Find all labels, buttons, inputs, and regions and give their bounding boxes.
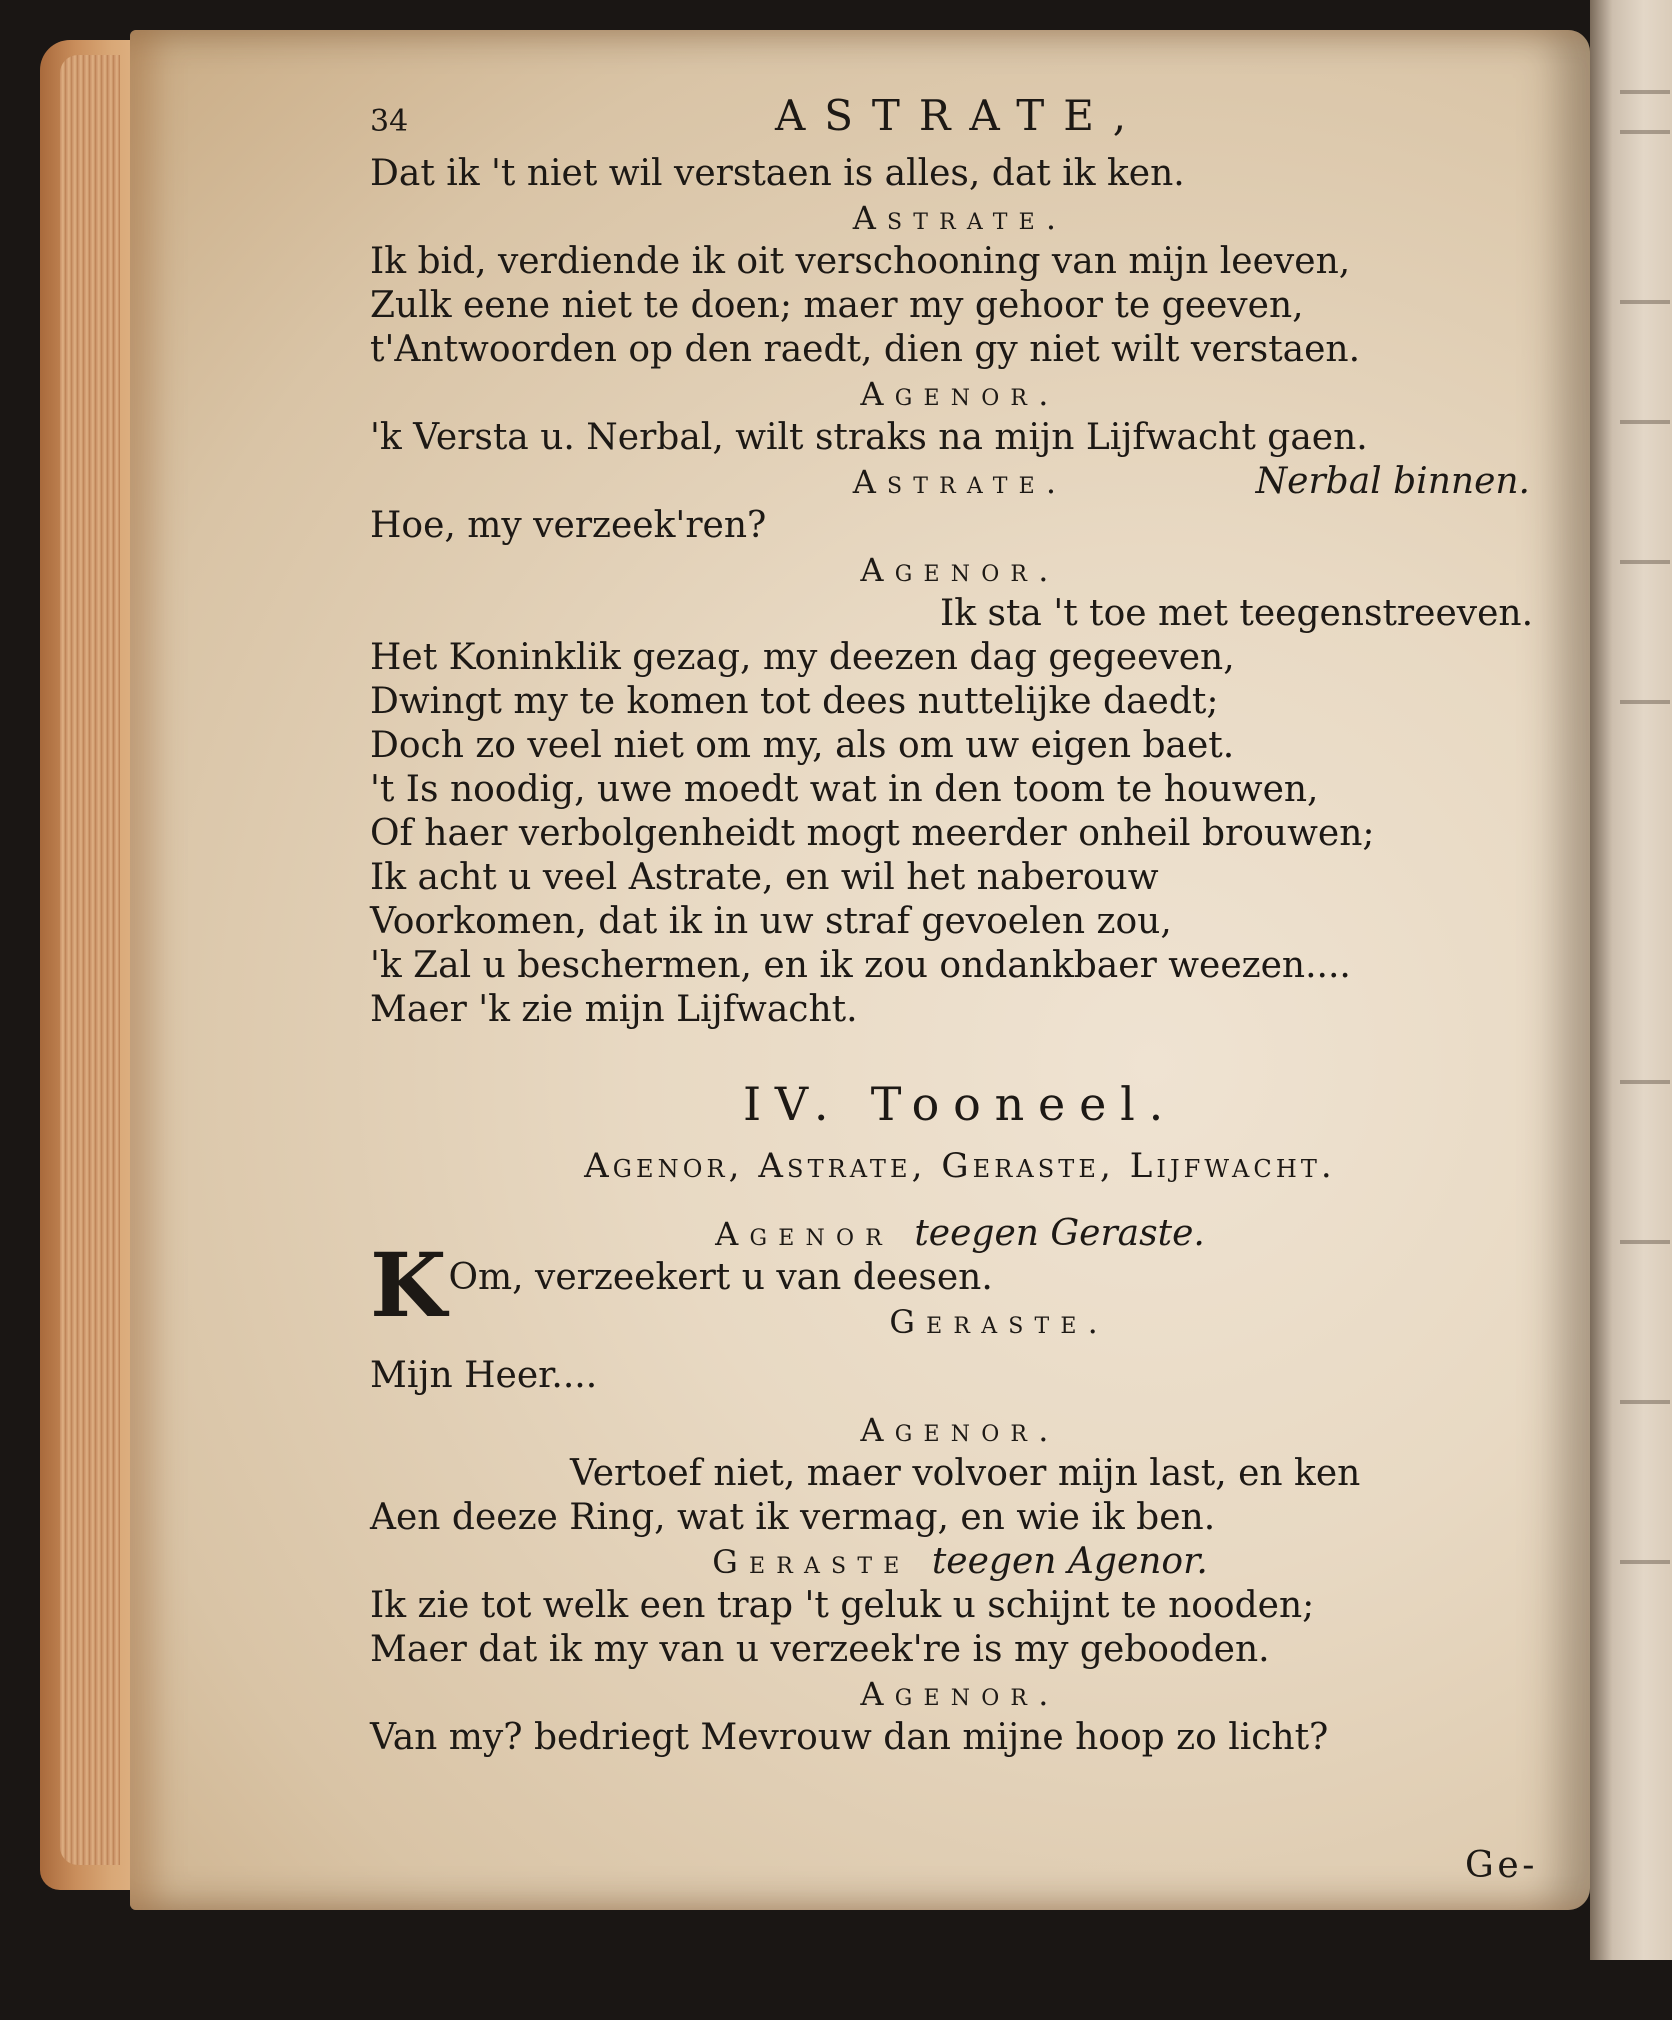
page-stack [60,55,120,1865]
speaker-heading: Agenor. [860,1411,1060,1449]
verse-line: Maer dat ik my van u verzeek're is my gebooden. [370,1629,1270,1670]
speaker-row [370,1212,1550,1256]
stage-direction: Nerbal binnen. [1255,461,1530,502]
stage-direction: teegen Geraste. [914,1213,1205,1254]
page-text [370,91,1550,1760]
verse-line: Vertoef niet, maer volvoer mijn last, en ken [570,1453,1361,1494]
verse-line: Om, verzeekert u van deesen. [448,1257,993,1298]
facing-page-edge [1590,0,1672,1960]
speaker-heading: Astrate. [852,199,1068,237]
verse-line: Van my? bedriegt Mevrouw dan mijne hoop zo licht? [370,1717,1329,1758]
verse-line: Het Koninklik gezag, my deezen dag gegeeven, [370,637,1235,678]
catchword: Ge- [1465,1845,1539,1886]
verse-line: t'Antwoorden op den raedt, dien gy niet wilt verstaen. [370,329,1361,370]
verse-line: Mijn Heer.... [370,1355,598,1396]
speaker-heading: Agenor [715,1215,893,1253]
verse-line: 'k Zal u beschermen, en ik zou ondankbaer weezen.... [370,945,1351,986]
verse-line: Of haer verbolgenheidt mogt meerder onheil brouwen; [370,813,1375,854]
verse-line: Ik sta 't toe met teegenstreeven. [940,593,1534,634]
speaker-heading: Agenor. [860,551,1060,589]
stage-direction: teegen Agenor. [931,1541,1208,1582]
verse-line: Doch zo veel niet om my, als om uw eigen baet. [370,725,1235,766]
speaker-row [370,1540,1550,1584]
verse-line: Aen deeze Ring, wat ik vermag, en wie ik ben. [370,1497,1216,1538]
verse-line: Ik acht u veel Astrate, en wil het naberouw [370,857,1159,898]
verse-line: 't Is noodig, uwe moedt wat in den toom te houwen, [370,769,1319,810]
verse-line: Voorkomen, dat ik in uw straf gevoelen zou, [370,901,1172,942]
verse-line: Ik bid, verdiende ik oit verschooning van mijn leeven, [370,241,1351,282]
scene-title: IV. Tooneel. [742,1077,1178,1131]
verse-line: Dwingt my te komen tot dees nuttelijke daedt; [370,681,1219,722]
speaker-heading: Agenor. [860,1675,1060,1713]
verse-line: Ik zie tot welk een trap 't geluk u schijnt te nooden; [370,1585,1315,1626]
speaker-row [370,460,1550,504]
running-head [370,91,1550,152]
verse-line: Zulk eene niet te doen; maer my gehoor te geeven, [370,285,1304,326]
page-number: 34 [370,104,409,139]
verse-line: Hoe, my verzeek'ren? [370,505,767,546]
verse-line: 'k Versta u. Nerbal, wilt straks na mijn Lijfwacht gaen. [370,417,1368,458]
speaker-heading: Agenor. [860,375,1060,413]
verse-line: Dat ik 't niet wil verstaen is alles, dat ik ken. [370,153,1185,194]
speaker-heading: Geraste [712,1543,911,1581]
verse-line: Maer 'k zie mijn Lijfwacht. [370,989,858,1030]
cast-list: Agenor, Astrate, Geraste, Lijfwacht. [584,1146,1336,1186]
running-title: ASTRATE, [775,91,1145,140]
speaker-heading: Geraste. [889,1303,1110,1341]
drop-cap: K [370,1233,447,1337]
speaker-heading: Astrate. [852,463,1068,501]
